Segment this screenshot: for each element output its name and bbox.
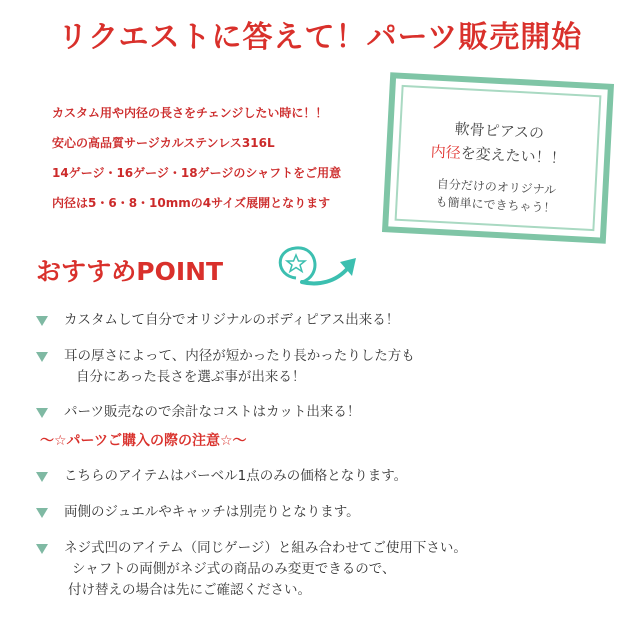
- note-text: ネジ式凹のアイテム（同じゲージ）と組み合わせてご使用下さい。: [64, 540, 467, 556]
- triangle-bullet-icon: [36, 408, 48, 418]
- stamp-highlight: 内径: [430, 142, 462, 163]
- point-text: 自分にあった長さを選ぶ事が出来る！: [76, 369, 306, 385]
- star-icon: [287, 255, 305, 272]
- headline: リクエストに答えて！パーツ販売開始: [57, 20, 583, 55]
- triangle-bullet-icon: [36, 316, 48, 326]
- triangle-bullet-icon: [36, 544, 48, 554]
- note-text: シャフトの両側がネジ式の商品のみ変更できるので、: [72, 561, 396, 577]
- curved-arrow-icon: [256, 236, 366, 300]
- point-text: パーツ販売なので余計なコストはカット出来る！: [64, 404, 361, 420]
- intro-line: 内径は5・6・8・10mmの4サイズ展開となります: [52, 196, 331, 210]
- note-title: ～☆パーツご購入の際の注意☆～: [40, 433, 247, 449]
- triangle-bullet-icon: [36, 508, 48, 518]
- triangle-bullet-icon: [36, 352, 48, 362]
- point-text: 耳の厚さによって、内径が短かったり長かったりした方も: [64, 348, 415, 364]
- note-text: 付け替えの場合は先にご確認ください。: [68, 582, 311, 598]
- stamp-line1: 軟骨ピアスの: [454, 119, 545, 143]
- note-text: 両側のジュエルやキャッチは別売りとなります。: [64, 504, 360, 520]
- stamp-line2-rest: を変えたい！！: [460, 144, 567, 168]
- stamp-line3a: 自分だけのオリジナル: [436, 176, 557, 198]
- stamp-box: [382, 72, 614, 244]
- intro-block: [52, 98, 341, 218]
- intro-line: 14ゲージ・16ゲージ・18ゲージのシャフトをご用意: [52, 166, 342, 180]
- point-title: おすすめPOINT: [36, 257, 224, 286]
- note-text: こちらのアイテムはバーベル1点のみの価格となります。: [64, 468, 408, 484]
- point-text: カスタムして自分でオリジナルのボディピアス出来る！: [64, 312, 400, 328]
- triangle-bullet-icon: [36, 472, 48, 482]
- stamp-line3b: も簡単にできちゃう！: [435, 194, 556, 216]
- intro-line: カスタム用や内径の長さをチェンジしたい時に！！: [52, 106, 328, 120]
- intro-line: 安心の高品質サージカルステンレス316L: [52, 136, 275, 150]
